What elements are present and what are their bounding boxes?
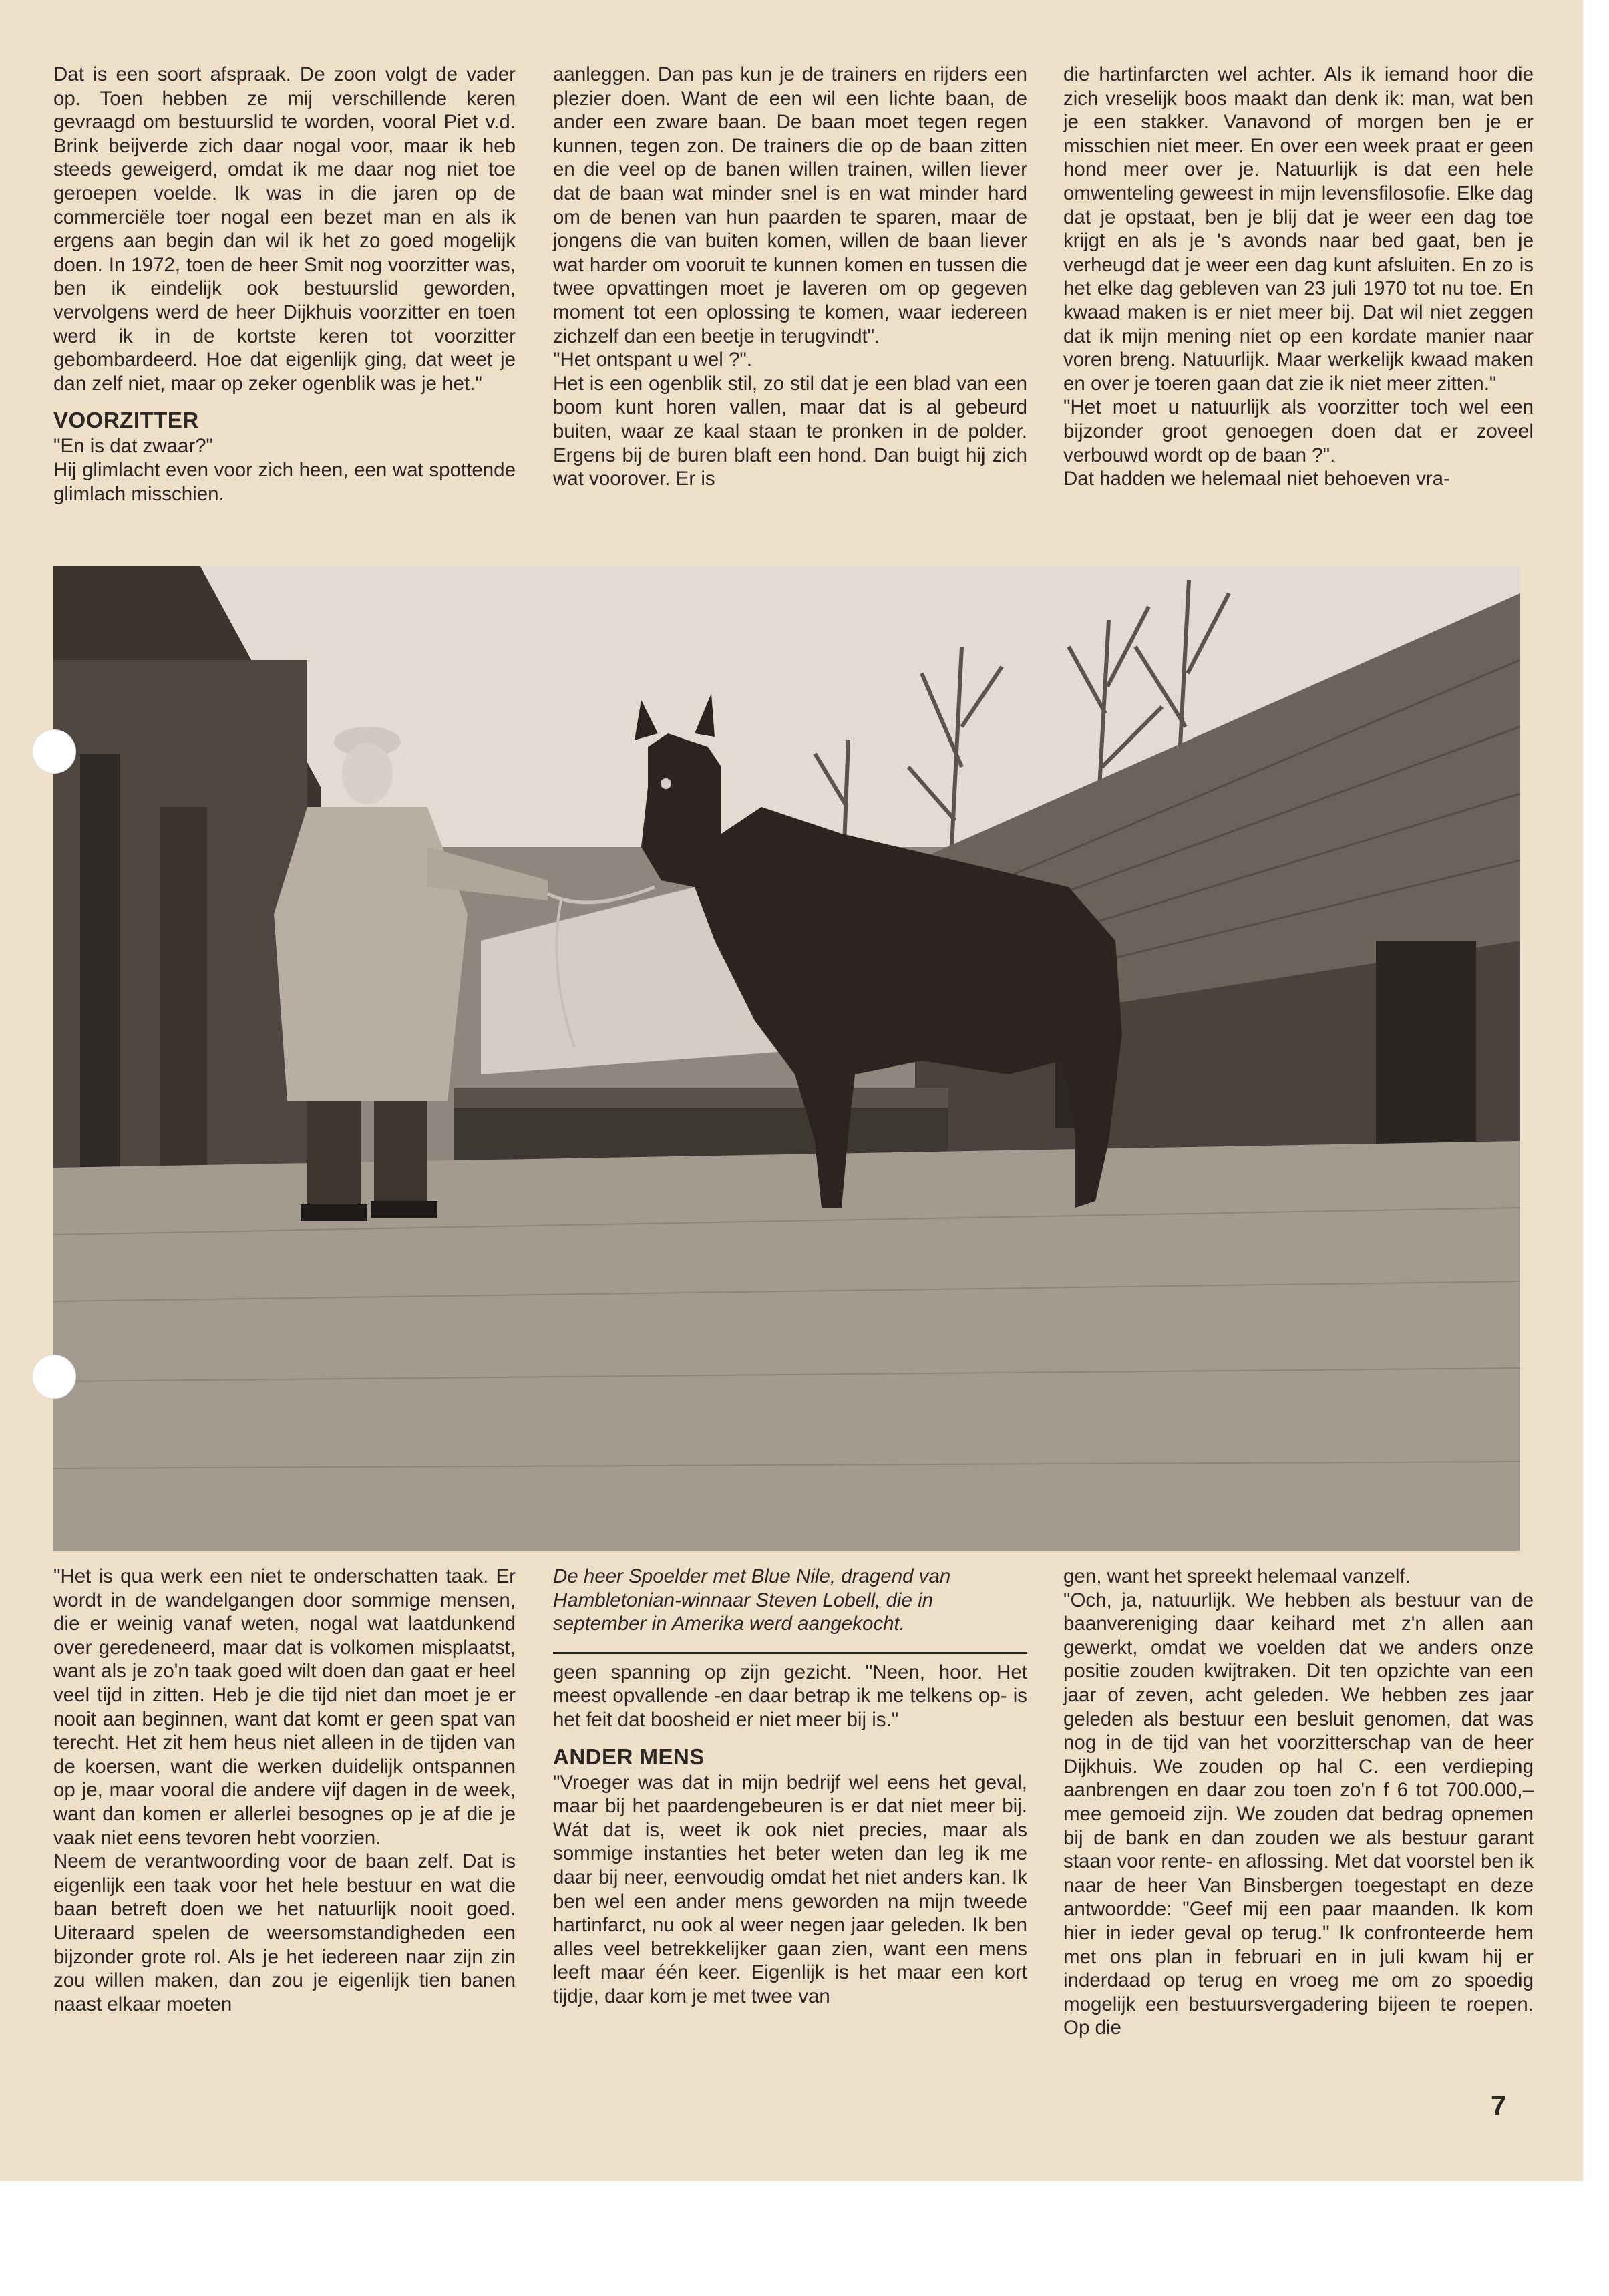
binder-hole-top <box>32 729 76 774</box>
paragraph: "Och, ja, natuurlijk. We hebben als bestuur van de baanvereniging daar keihard met z'n allen aan gewerkt, omdat we voelden dat we anders onze positie zouden kwijtraken. Dit ten opzichte van een jaar of zeven, acht geleden. We hebben zes jaar geleden als bestuur een besluit genomen, dat was nog in de tijd van het voorzitterschap van de heer Dijkhuis. We zouden op hal C. een verdieping aanbrengen en daar zou toen zo'n f 6 tot 700.000,– mee gemoeid zijn. We zouden dat bedrag opnemen bij de bank en dan zouden we als bestuur garant staan voor rente- en aflossing. Met dat voorstel ben ik naar de heer Van Binsbergen toegestapt en deze antwoordde: "Geef mij een paar maanden. Ik kom hier in ieder geval op terug." Ik confronteerde hem met ons plan in februari en in juli kwam hij er inderdaad op terug en vroeg me om zo spoedig mogelijk een bestuursvergadering bijeen te roepen. Op die <box>1063 1589 1534 2039</box>
photo-man-with-horse <box>53 566 1520 1551</box>
photo-caption: De heer Spoelder met Blue Nile, dragend van Hambletonian-winnaar Steven Lobell, die in september in Amerika werd aangekocht. <box>553 1565 951 1635</box>
paragraph: Hij glimlacht even voor zich heen, een wat spottende glimlach misschien. <box>53 458 516 505</box>
paragraph: Dat is een soort afspraak. De zoon volgt de vader op. Toen hebben ze mij verschillende keren gevraagd om bestuurslid te worden, vooral Piet v.d. Brink beijverde zich daar nogal voor, maar ik heb steeds geweigerd, omdat ik me daar nog niet toe geroepen voelde. Ik was in die jaren op de commerciële toer nogal een bezet man en als ik ergens aan begin dan wil ik het zo goed mogelijk doen. In 1972, toen de heer Smit nog voorzitter was, ben ik eindelijk ook bestuurslid geworden, vervolgens werd de heer Dijkhuis voorzitter en toen werd ik in de kortste keren tot voorzitter gebombardeerd. Hoe dat eigenlijk ging, dat weet je dan zelf niet, maar op zeker ogenblik was je het." <box>53 63 516 395</box>
paragraph: aanleggen. Dan pas kun je de trainers en rijders een plezier doen. Want de een wil een lichte baan, de ander een zware baan. De baan moet tegen regen kunnen, tegen zon. De trainers die op de baan zitten en die veel op de banen willen trainen, willen liever dat de baan wat minder snel is en wat minder hard om de benen van hun paarden te sparen, maar de jongens die van buiten komen, willen de baan liever wat harder om vooruit te kunnen komen en tussen die twee opvattingen moet je laveren om op gegeven moment tot een oplossing te komen, waar iedereen zichzelf dan een beetje in terugvindt". <box>553 63 1027 347</box>
page-number: 7 <box>1491 2090 1507 2121</box>
column-top-middle <box>553 63 1027 491</box>
paragraph: die hartinfarcten wel achter. Als ik iemand hoor die zich vreselijk boos maakt dan denk ik: man, wat ben je een stakker. Vanavond of morgen ben je er misschien niet meer. En over een week praat er geen hond meer over je. Natuurlijk is dat een hele omwenteling geweest in mijn levensfilosofie. Elke dag dat je opstaat, ben je blij dat je weer een dag toe krijgt en als je 's avonds naar bed gaat, ben je verheugd dat je weer een dag kunt afsluiten. En zo is het elke dag gebleven van 23 juli 1970 tot nu toe. En kwaad maken is er niet meer bij. Dat wil niet zeggen dat ik mijn mening niet op een kordate manier naar voren breng. Natuurlijk. Maar werkelijk kwaad maken en over je toeren gaan dat zie ik niet meer zitten." <box>1063 63 1534 395</box>
column-top-left <box>53 63 516 506</box>
paragraph: "Het ontspant u wel ?". <box>553 349 753 371</box>
column-bottom-right <box>1063 1565 1534 2040</box>
caption-divider <box>553 1652 1027 1654</box>
column-top-right <box>1063 63 1534 491</box>
paragraph: gen, want het spreekt helemaal vanzelf. <box>1063 1565 1411 1587</box>
paragraph: "En is dat zwaar?" <box>53 435 214 458</box>
paragraph: Dat hadden we helemaal niet behoeven vra- <box>1063 468 1450 490</box>
column-bottom-middle <box>553 1565 1027 2009</box>
paragraph: Neem de verantwoording voor de baan zelf. Dat is eigenlijk een taak voor het hele bestuur en wat die baan betreft doen we het natuurlijk nooit goed. Uiteraard spelen de weersomstandigheden een bijzonder grote rol. Als je het iedereen naar zijn zin zou willen maken, dan zou je eigenlijk tien banen naast elkaar moeten <box>53 1850 516 2015</box>
paragraph: "Het moet u natuurlijk als voorzitter toch wel een bijzonder groot genoegen doen dat er zoveel verbouwd wordt op de baan ?". <box>1063 396 1534 466</box>
section-heading: VOORZITTER <box>53 407 199 433</box>
paragraph: Het is een ogenblik stil, zo stil dat je een blad van een boom kunt horen vallen, maar dat is al gebeurd buiten, waar ze kaal staan te pronken in de polder. Ergens bij de buren blaft een hond. Dan buigt hij zich wat voorover. Er is <box>553 372 1027 490</box>
paragraph: "Vroeger was dat in mijn bedrijf wel eens het geval, maar bij het paardengebeuren is er dat niet meer bij. Wát dat is, weet ik ook niet precies, maar als sommige instanties het beter weten dan leg ik me daar bij neer, eenvoudig omdat het niet anders kan. Ik ben wel een ander mens geworden na mijn tweede hartinfarct, nu ook al weer negen jaar geleden. Ik ben alles veel betrekkelijker gaan zien, want een mens leeft maar één keer. Eigenlijk is het maar een kort tijdje, daar kom je met twee van <box>553 1771 1027 2007</box>
column-bottom-left <box>53 1565 516 2016</box>
paragraph: geen spanning op zijn gezicht. "Neen, hoor. Het meest opvallende -en daar betrap ik me telkens op- is het feit dat boosheid er niet meer bij is." <box>553 1661 1027 1731</box>
section-heading: ANDER MENS <box>553 1744 705 1769</box>
paragraph: "Het is qua werk een niet te onderschatten taak. Er wordt in de wandelgangen door sommige mensen, die er weinig vanaf weten, nogal wat laatdunkend over geredeneerd, maar dat is volkomen misplaatst, want als je zo'n taak goed wilt doen dan gaat er heel veel tijd in zitten. Heb je die tijd niet dan moet je er nooit aan beginnen, want dat komt er geen spat van terecht. Het zit hem heus niet alleen in de tijden van de koersen, want die werken duidelijk ontspannen op je, maar vooral die andere vijf dagen in de week, want dan komen er allerlei besognes op je af die je vaak niet eens tevoren hebt voorzien. <box>53 1565 516 1849</box>
binder-hole-bottom <box>32 1355 76 1399</box>
